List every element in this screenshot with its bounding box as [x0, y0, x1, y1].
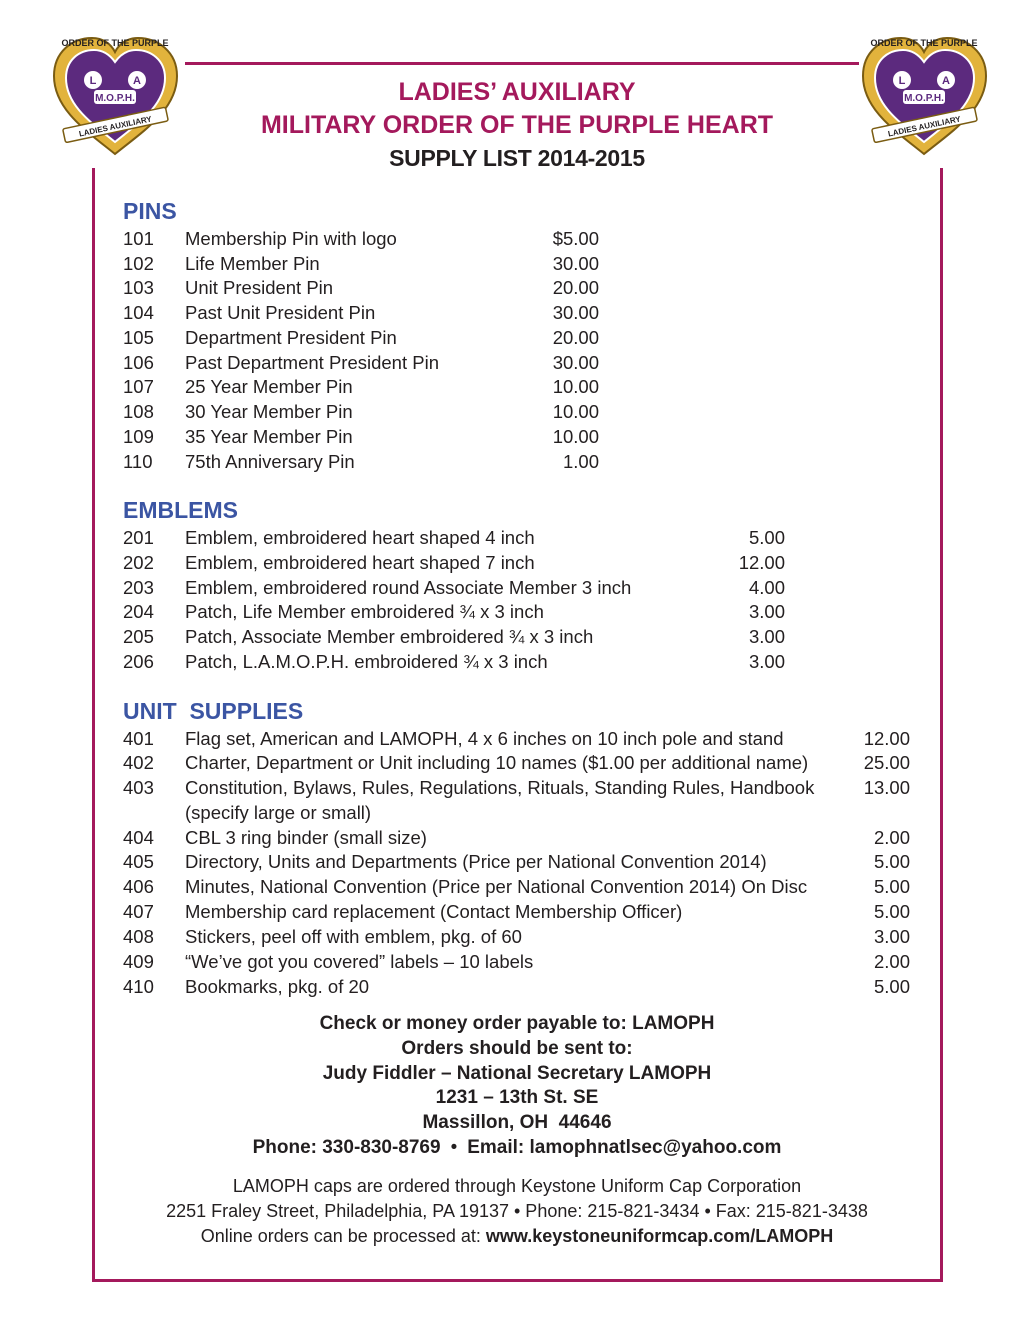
lamoph-heart-logo: [48, 32, 183, 162]
item-description: Patch, Life Member embroidered ¾ x 3 inch: [185, 601, 544, 622]
item-description: Past Unit President Pin: [185, 302, 376, 323]
item-description: Past Department President Pin: [185, 352, 439, 373]
phone-number: Phone: 330-830-8769: [252, 1137, 441, 1158]
logo-arc-text: ORDER OF THE PURPLE: [870, 38, 978, 48]
keystone-url-link[interactable]: www.keystoneuniformcap.com/LAMOPH: [485, 1226, 834, 1246]
item-code: 109: [123, 426, 154, 447]
frame-top-line: [185, 62, 859, 65]
logo-center-text: M.O.P.H.: [95, 93, 135, 104]
item-price: 5.00: [748, 527, 785, 548]
order-address-label: Orders should be sent to:: [401, 1038, 633, 1059]
item-code: 101: [123, 228, 154, 249]
item-price: 5.00: [873, 976, 910, 997]
logo-letter-l: L: [898, 75, 906, 87]
section-title-unit-supplies: UNIT SUPPLIES: [123, 698, 304, 724]
item-price: 13.00: [863, 777, 910, 798]
item-price: 20.00: [552, 327, 599, 348]
item-description: 25 Year Member Pin: [185, 376, 353, 397]
item-price: 10.00: [552, 401, 599, 422]
item-description: Minutes, National Convention (Price per National Convention 2014) On Disc: [185, 876, 808, 897]
item-description: Flag set, American and LAMOPH, 4 x 6 inches on 10 inch pole and stand: [185, 728, 784, 749]
item-price: 20.00: [552, 277, 599, 298]
item-code: 110: [123, 451, 153, 472]
logo-banner-text: LADIES AUXILIARY: [887, 114, 962, 139]
item-description: Patch, Associate Member embroidered ¾ x 3 inch: [185, 626, 594, 647]
item-code: 402: [123, 752, 154, 773]
item-code: 108: [123, 401, 154, 422]
item-price: 1.00: [562, 451, 599, 472]
item-description: Bookmarks, pkg. of 20: [185, 976, 370, 997]
item-description: Patch, L.A.M.O.P.H. embroidered ¾ x 3 inch: [185, 651, 548, 672]
item-description: Unit President Pin: [185, 277, 334, 298]
payment-instruction: Check or money order payable to: LAMOPH: [319, 1013, 715, 1034]
item-code: 403: [123, 777, 154, 798]
bullet-separator: •: [450, 1137, 458, 1158]
item-price: 5.00: [873, 851, 910, 872]
logo-center-text: M.O.P.H.: [904, 93, 944, 104]
city-state-zip: Massillon, OH 44646: [422, 1112, 612, 1133]
item-price: 5.00: [873, 876, 910, 897]
item-description: “We’ve got you covered” labels – 10 labels: [185, 951, 534, 972]
item-price: 3.00: [748, 601, 785, 622]
keystone-address: 2251 Fraley Street, Philadelphia, PA 19137 • Phone: 215-821-3434 • Fax: 215-821-3438: [166, 1201, 868, 1221]
logo-letter-a: A: [133, 75, 141, 87]
item-price: 3.00: [748, 651, 785, 672]
item-price: 3.00: [748, 626, 785, 647]
frame-right-line: [940, 168, 943, 1281]
header-title-line1: LADIES’ AUXILIARY: [398, 78, 636, 106]
logo-letter-l: L: [89, 75, 97, 87]
contact-line: [100, 1137, 934, 1159]
header-title-line2: MILITARY ORDER OF THE PURPLE HEART: [260, 111, 774, 139]
item-description: 35 Year Member Pin: [185, 426, 353, 447]
item-description: Directory, Units and Departments (Price per National Convention 2014): [185, 851, 767, 872]
item-description: Emblem, embroidered heart shaped 7 inch: [185, 552, 535, 573]
item-code: 203: [123, 577, 154, 598]
online-orders-line: [100, 1226, 934, 1247]
item-code: 401: [123, 728, 154, 749]
item-code: 104: [123, 302, 154, 323]
caps-ordering-note: LAMOPH caps are ordered through Keystone Uniform Cap Corporation: [232, 1176, 802, 1196]
item-code: 106: [123, 352, 154, 373]
item-price: 30.00: [552, 253, 599, 274]
item-code: 405: [123, 851, 154, 872]
item-description: Life Member Pin: [185, 253, 320, 274]
item-description: Stickers, peel off with emblem, pkg. of 60: [185, 926, 522, 947]
section-title-pins: PINS: [123, 198, 177, 224]
contact-name: Judy Fiddler – National Secretary LAMOPH: [322, 1063, 712, 1084]
item-price: 10.00: [552, 426, 599, 447]
item-description: 75th Anniversary Pin: [185, 451, 355, 472]
item-price: $5.00: [552, 228, 599, 249]
item-description: Constitution, Bylaws, Rules, Regulations, Rituals, Standing Rules, Handbook: [185, 777, 815, 798]
item-code: 107: [123, 376, 154, 397]
item-code: 410: [123, 976, 154, 997]
item-price: 12.00: [863, 728, 910, 749]
item-price: 4.00: [748, 577, 785, 598]
logo-banner-text: LADIES AUXILIARY: [78, 114, 153, 139]
item-price: 2.00: [873, 827, 910, 848]
item-description: CBL 3 ring binder (small size): [185, 827, 427, 848]
item-price: 30.00: [552, 352, 599, 373]
item-code: 202: [123, 552, 154, 573]
item-description: Membership card replacement (Contact Membership Officer): [185, 901, 683, 922]
item-code: 105: [123, 327, 154, 348]
item-description: Charter, Department or Unit including 10 names ($1.00 per additional name): [185, 752, 809, 773]
item-description: Emblem, embroidered round Associate Member 3 inch: [185, 577, 632, 598]
item-code: 206: [123, 651, 154, 672]
item-code: 408: [123, 926, 154, 947]
item-description: 30 Year Member Pin: [185, 401, 353, 422]
item-price: 30.00: [552, 302, 599, 323]
item-description: Department President Pin: [185, 327, 397, 348]
item-code: 205: [123, 626, 154, 647]
email-address[interactable]: Email: lamophnatlsec@yahoo.com: [467, 1137, 782, 1158]
item-price: 5.00: [873, 901, 910, 922]
item-code: 204: [123, 601, 154, 622]
lamoph-heart-logo: [857, 32, 992, 162]
item-code: 406: [123, 876, 154, 897]
item-code: 404: [123, 827, 154, 848]
section-title-emblems: EMBLEMS: [123, 497, 238, 523]
logo-arc-text: ORDER OF THE PURPLE: [61, 38, 169, 48]
supply-list-title: SUPPLY LIST 2014-2015: [389, 145, 645, 171]
item-code: 201: [123, 527, 154, 548]
frame-bottom-line: [92, 1279, 943, 1282]
item-price: 10.00: [552, 376, 599, 397]
item-price: 2.00: [873, 951, 910, 972]
item-description: (specify large or small): [185, 802, 372, 823]
item-code: 407: [123, 901, 154, 922]
item-code: 102: [123, 253, 154, 274]
item-price: 25.00: [863, 752, 910, 773]
item-code: 103: [123, 277, 154, 298]
logo-letter-a: A: [942, 75, 950, 87]
item-code: 409: [123, 951, 154, 972]
item-description: Emblem, embroidered heart shaped 4 inch: [185, 527, 535, 548]
item-price: 12.00: [738, 552, 785, 573]
street-address: 1231 – 13th St. SE: [435, 1087, 599, 1108]
item-description: Membership Pin with logo: [185, 228, 397, 249]
online-orders-label: Online orders can be processed at:: [200, 1226, 486, 1246]
item-price: 3.00: [873, 926, 910, 947]
frame-left-line: [92, 168, 95, 1281]
